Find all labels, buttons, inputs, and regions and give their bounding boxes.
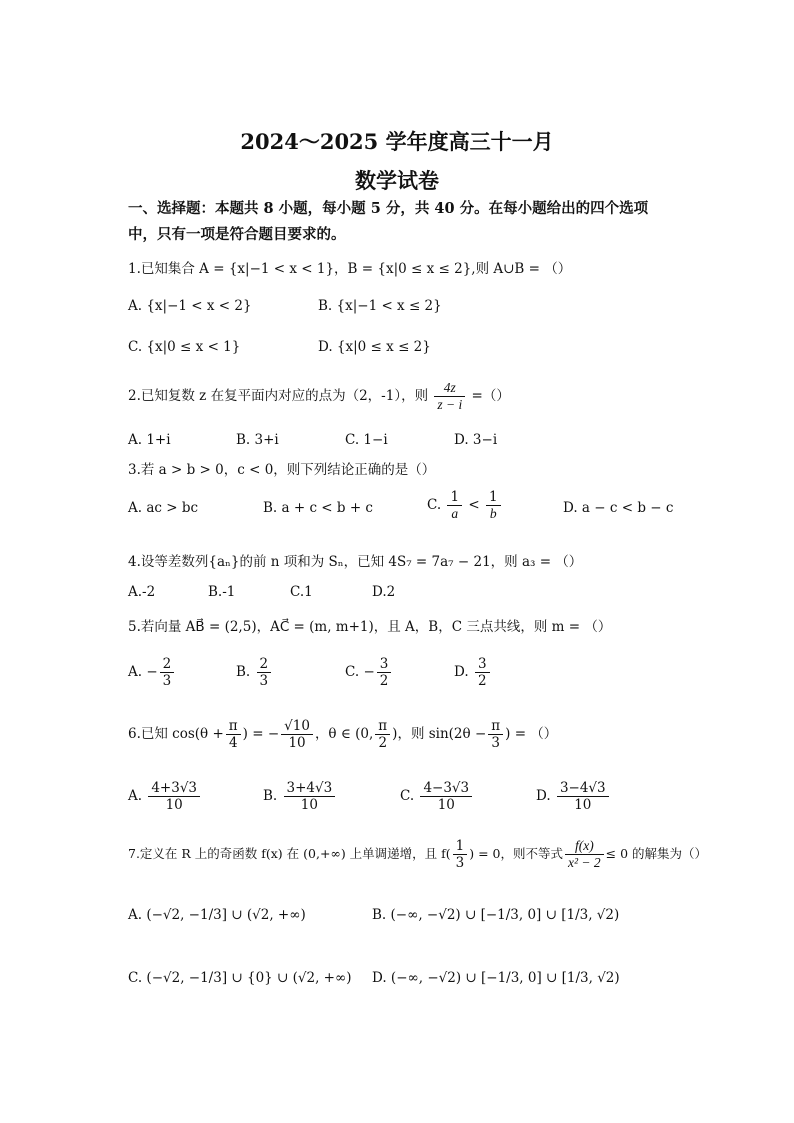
fraction-denominator: 2 <box>477 673 487 689</box>
stem-part: ，θ ∈ (0, <box>314 726 374 742</box>
question-4-option-d: D.2 <box>372 584 396 600</box>
fraction-numerator: 3 <box>475 656 490 673</box>
option-fraction <box>557 780 609 813</box>
question-7-option-b: B. (−∞, −√2) ∪ [−1/3, 0] ∪ [1/3, √2) <box>372 907 620 923</box>
question-3-option-c <box>427 489 503 522</box>
option-label: A. <box>128 788 143 804</box>
fraction-numerator: 4+3√3 <box>148 780 200 797</box>
exam-subtitle: 数学试卷 <box>355 168 439 193</box>
question-3-option-d: D. a − c < b − c <box>563 500 674 516</box>
option-label: D. <box>536 788 551 804</box>
option-fraction <box>420 780 472 813</box>
stem-part: ) = 0，则不等式 <box>469 846 564 861</box>
stem-part: 6.已知 cos(θ + <box>128 726 224 742</box>
fraction-denominator: 2 <box>379 673 389 689</box>
stem-fraction <box>281 718 313 751</box>
question-4-option-a: A.-2 <box>128 584 156 600</box>
fraction-denominator: 3 <box>162 673 172 689</box>
question-5-option-c <box>345 656 393 689</box>
stem-part: 7.定义在 R 上的奇函数 f(x) 在 (0,+∞) 上单调递增，且 f( <box>128 846 451 861</box>
question-5-option-d <box>454 656 492 689</box>
fraction-denominator: 4 <box>228 735 238 751</box>
fraction-numerator: 3+4√3 <box>284 780 336 797</box>
question-2-option-c: C. 1−i <box>345 432 388 448</box>
question-4-stem: 4.设等差数列{aₙ}的前 n 项和为 Sₙ，已知 4S₇ = 7a₇ − 21，则 a₃ = （） <box>128 554 583 570</box>
fraction-denominator: 2 <box>378 735 388 751</box>
fraction-numerator: 1 <box>486 489 501 506</box>
question-4-option-b: B.-1 <box>208 584 236 600</box>
stem-fraction <box>226 718 241 751</box>
question-6-option-d <box>536 780 611 813</box>
stem-part: ) = − <box>242 726 280 742</box>
option-fraction <box>257 656 272 689</box>
fraction-numerator: √10 <box>281 718 313 735</box>
fraction-denominator: 3 <box>455 855 465 871</box>
question-5-option-b <box>236 656 273 689</box>
fraction-denominator: 3 <box>259 673 269 689</box>
fraction-denominator: 10 <box>437 797 455 813</box>
fraction-numerator: π <box>375 718 390 735</box>
option-label: B. <box>263 788 278 804</box>
fraction-denominator: a <box>451 506 459 521</box>
fraction-denominator: 10 <box>165 797 183 813</box>
question-5-stem: 5.若向量 AB⃗ = (2,5)，AC⃗ = (m, m+1)，且 A，B，C 三点共线，则 m = （） <box>128 619 612 635</box>
question-2-stem-post: =（） <box>471 388 510 404</box>
fraction-numerator: 4−3√3 <box>420 780 472 797</box>
question-3-option-c-fraction-a <box>447 489 462 522</box>
question-3-option-b: B. a + c < b + c <box>263 500 373 516</box>
fraction-numerator: 3−4√3 <box>557 780 609 797</box>
option-fraction <box>377 656 392 689</box>
section-heading: 一、选择题：本题共 8 小题，每小题 5 分，共 40 分。在每小题给出的四个选项中，只有一项是符合题目要求的。 <box>128 200 649 243</box>
option-label: B. <box>236 664 251 680</box>
fraction-denominator: x² − 2 <box>568 855 601 870</box>
fraction-denominator: 10 <box>288 735 306 751</box>
fraction-denominator: 10 <box>574 797 592 813</box>
option-label: C. <box>400 788 415 804</box>
question-6-option-c <box>400 780 474 813</box>
question-1-option-b: B. {x|−1 < x ≤ 2} <box>318 298 442 314</box>
stem-part: ) = （） <box>505 726 558 742</box>
question-7-option-d: D. (−∞, −√2) ∪ [−1/3, 0] ∪ [1/3, √2) <box>372 970 620 986</box>
question-2-option-a: A. 1+i <box>128 432 171 448</box>
exam-title: 2024～2025 学年度高三十一月 <box>240 129 554 154</box>
fraction-denominator: b <box>489 506 497 521</box>
option-label: D. <box>454 664 469 680</box>
fraction-numerator: 3 <box>377 656 392 673</box>
fraction-numerator: 1 <box>447 489 462 506</box>
stem-fraction <box>565 838 604 871</box>
question-6-option-a <box>128 780 202 813</box>
question-7-stem <box>128 838 707 871</box>
option-fraction <box>284 780 336 813</box>
question-1-option-c: C. {x|0 ≤ x < 1} <box>128 339 241 355</box>
question-2-fraction-denominator: z − i <box>437 397 463 412</box>
fraction-numerator: π <box>488 718 503 735</box>
stem-fraction <box>453 838 468 871</box>
option-sign: − <box>363 664 375 680</box>
question-2-stem-pre: 2.已知复数 z 在复平面内对应的点为（2，-1），则 <box>128 388 429 404</box>
question-2-fraction <box>434 380 465 413</box>
question-2-stem <box>128 380 510 413</box>
fraction-numerator: π <box>226 718 241 735</box>
fraction-numerator: 1 <box>453 838 468 855</box>
question-6-stem <box>128 718 557 751</box>
stem-part: ≤ 0 的解集为（） <box>605 846 708 861</box>
question-2-fraction-numerator: 4z <box>434 380 465 397</box>
fraction-numerator: 2 <box>257 656 272 673</box>
option-sign: − <box>146 664 158 680</box>
question-7-option-c: C. (−√2, −1/3] ∪ {0} ∪ (√2, +∞) <box>128 970 352 986</box>
question-1-option-a: A. {x|−1 < x < 2} <box>128 298 252 314</box>
question-2-option-d: D. 3−i <box>454 432 498 448</box>
question-3-option-c-relation: < <box>468 497 480 513</box>
option-fraction <box>148 780 200 813</box>
fraction-numerator: 2 <box>160 656 175 673</box>
question-3-option-c-fraction-b <box>486 489 501 522</box>
option-label: C. <box>345 664 360 680</box>
question-3-stem: 3.若 a > b > 0，c < 0，则下列结论正确的是（） <box>128 462 436 478</box>
question-4-option-c: C.1 <box>290 584 313 600</box>
question-2-option-b: B. 3+i <box>236 432 279 448</box>
stem-fraction <box>375 718 390 751</box>
fraction-numerator: f(x) <box>565 838 604 855</box>
stem-part: )，则 sin(2θ − <box>392 726 487 742</box>
fraction-denominator: 10 <box>300 797 318 813</box>
option-label: A. <box>128 664 143 680</box>
fraction-denominator: 3 <box>491 735 500 751</box>
question-5-option-a <box>128 656 176 689</box>
question-3-option-a: A. ac > bc <box>128 500 199 516</box>
stem-fraction <box>488 718 503 751</box>
option-fraction <box>475 656 490 689</box>
question-7-option-a: A. (−√2, −1/3] ∪ (√2, +∞) <box>128 907 306 923</box>
option-fraction <box>160 656 175 689</box>
question-3-option-c-label: C. <box>427 497 442 513</box>
question-1-stem: 1.已知集合 A = {x|−1 < x < 1}，B = {x|0 ≤ x ≤ 2},则 A∪B = （） <box>128 261 572 277</box>
question-6-option-b <box>263 780 337 813</box>
question-1-option-d: D. {x|0 ≤ x ≤ 2} <box>318 339 431 355</box>
